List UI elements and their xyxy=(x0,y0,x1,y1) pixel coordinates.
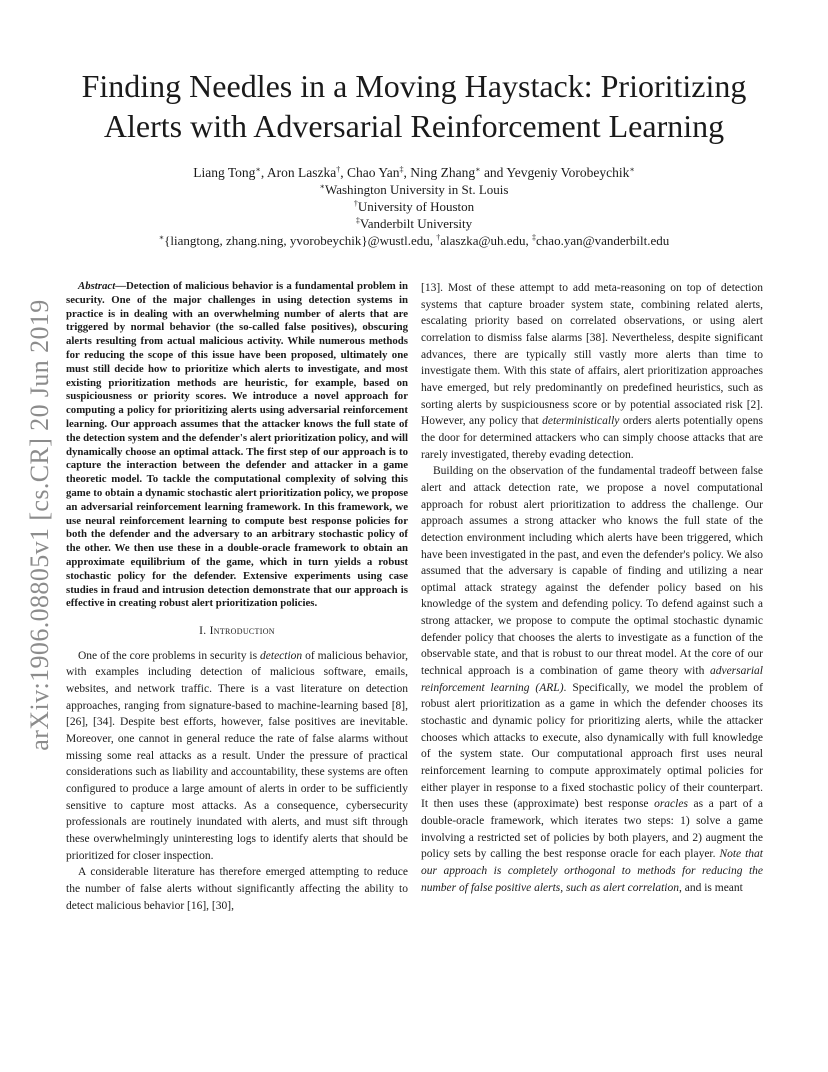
left-column xyxy=(66,280,408,914)
emphasis-text: detection xyxy=(260,649,303,662)
body-paragraph xyxy=(66,648,408,865)
emphasis-text: deterministically xyxy=(542,415,620,428)
author-line xyxy=(40,164,788,181)
author-separator: , xyxy=(340,165,347,180)
section-number: I. xyxy=(199,625,207,638)
right-column xyxy=(421,280,763,896)
text-run: . Specifically, we model the problem of robust alert prioritization as a game in which the defender chooses its stochastic and dynamic policy for prioritizing alerts, while the attacker chooses which attacks to execute, also dynamically with full knowledge of the system state. Our computational approach first uses neural reinforcement learning to compute approximately optimal policies for either player in response to a fixed stochastic policy of their counterpart. It then uses these (approximate) best response xyxy=(421,681,763,811)
abstract xyxy=(66,280,408,611)
email-mark: ‡ xyxy=(532,233,537,242)
affiliation-mark: † xyxy=(353,199,358,208)
affiliation-mark: ‡ xyxy=(355,216,360,225)
emphasis-text: Note that our approach is completely orthogonal to methods for reducing the number of false positive alerts, such as alert correlation xyxy=(421,848,763,894)
text-run: orders alerts potentially opens the door for determined attackers who can simply choose attacks that are rarely investigated, thereby evading detection. xyxy=(421,415,764,461)
email-text: {liangtong, zhang.ning, yvorobeychik}@wustl.edu, xyxy=(164,233,437,248)
section-title: Introduction xyxy=(209,625,275,638)
author-separator: , xyxy=(403,165,411,180)
author-mark: ∗ xyxy=(255,165,261,174)
author-name: Liang Tong xyxy=(193,165,256,180)
email-text: chao.yan@vanderbilt.edu xyxy=(536,233,670,248)
affiliation xyxy=(40,181,788,198)
text-run: of malicious behavior, with examples including detection of malicious software, emails, websites, and network traffic. There is a vast literature on detection approaches, ranging from signature-based to machine-learning based [8], [26], [34]. Despite best efforts, however, false positives are inevitable. Moreover, one cannot in general reduce the rate of false alarms without missing some real attacks as a result. Under the pressure of practical considerations such as liability and accountability, these systems are often configured to produce a large amount of alerts in order to be sufficiently sensitive to capture most attacks. As a consequence, cybersecurity professionals are routinely inundated with alerts, and must sift through these overwhelmingly uninteresting logs to identify alerts that should be prioritized for closer inspection. xyxy=(66,649,408,862)
author-mark: ∗ xyxy=(629,165,635,174)
email-mark: † xyxy=(436,233,441,242)
author-mark: † xyxy=(336,165,341,174)
abstract-text: —Detection of malicious behavior is a fundamental problem in security. One of the major challenges in using detection systems in practice is in dealing with an overwhelming number of alerts that are triggered by normal behavior (the so-called false positives), obscuring alerts resulting from actual malicious activity. While numerous methods for reducing the scope of this issue have been proposed, ultimately one must still decide how to prioritize which alerts to investigate, and most existing prioritization methods are heuristic, for example, based on suspiciousness or priority scores. We introduce a novel approach for computing a policy for prioritizing alerts using adversarial reinforcement learning. Our approach assumes that the attacker knows the full state of the detection system and the defender's alert prioritization policy, and will dynamically choose an optimal attack. The first step of our approach is to capture the interaction between the defender and attacker in a game theoretic model. To tackle the computational complexity of solving this game to obtain a dynamic stochastic alert prioritization policy, we propose an adversarial reinforcement learning framework. In this framework, we use neural reinforcement learning to compute best response policies for both the defender and the adversary to an arbitrary stochastic policy of the other. We then use these in a double-oracle framework to obtain an approximate equilibrium of the game, which in turn yields a robust stochastic policy for the defender. Extensive experiments using case studies in fraud and intrusion detection demonstrate that our approach is effective in creating robust alert prioritization policies. xyxy=(66,280,408,610)
text-run: as a part of a double-oracle framework, which iterates two steps: 1) solve a game involving a restricted set of policies by both players, and 2) augment the policy sets by calling the best response oracle for each player. xyxy=(421,798,763,861)
paper-title: Finding Needles in a Moving Haystack: Prioritizing Alerts with Adversarial Reinforcement Learning xyxy=(81,68,747,144)
text-run: , and is meant xyxy=(678,881,743,894)
author-name: Chao Yan xyxy=(346,165,400,180)
author-separator: , xyxy=(260,165,267,180)
section-heading xyxy=(66,623,408,640)
author-emails xyxy=(40,232,788,249)
body-paragraph xyxy=(421,463,763,896)
affiliation-mark: ∗ xyxy=(319,182,325,191)
email-text: alaszka@uh.edu, xyxy=(440,233,533,248)
text-run: [13]. Most of these attempt to add meta-reasoning on top of detection systems that capture broader system state, combining related alerts, escalating priority based on correlated observations, or using alert correlation to dismiss false alarms [38]. Nevertheless, despite significant advances, there are typically still vastly more alerts than time to investigate them. With this state of affairs, alert prioritization approaches have emerged, but rely predominantly on predefined heuristics, such as sorting alerts by suspiciousness score or by potential associated risk [2]. However, any policy that xyxy=(421,282,763,428)
affiliation-name: University of Houston xyxy=(357,199,475,214)
body-paragraph: A considerable literature has therefore emerged attempting to reduce the number of false alerts without significantly affecting the ability to detect malicious behavior [16], [30], xyxy=(66,866,408,912)
author-name: Yevgeniy Vorobeychik xyxy=(506,165,630,180)
author-name: Aron Laszka xyxy=(266,165,337,180)
author-mark: ∗ xyxy=(475,165,481,174)
affiliation xyxy=(40,215,788,232)
author-mark: ‡ xyxy=(399,165,404,174)
arxiv-identifier: arXiv:1906.08805v1 [cs.CR] 20 Jun 2019 xyxy=(25,299,54,751)
email-mark: ∗ xyxy=(158,233,165,242)
body-paragraph xyxy=(421,280,763,463)
text-run: Building on the observation of the fundamental tradeoff between false alert and attack detection rate, we propose a novel computational approach for robust alert prioritization to address the challenge. Our approach assumes a strong attacker who knows the full state of the detection environment including which alerts have been triggered, which have been investigated in the past, and even the defender's policy. We also assumed that the adversary is capable of finding and utilizing a near optimal attack strategy against the defender policy based on his knowledge of the system and defending policy. To defend against such a strong attacker, we propose to compute the optimal stochastic dynamic defender policy that chooses the alerts to investigate as a function of the observable state, and that is robust to our threat model. At the core of our technical approach is a combination of game theory with xyxy=(421,465,763,678)
author-name: Ning Zhang xyxy=(410,165,476,180)
emphasis-text: oracles xyxy=(654,798,688,811)
affiliation-name: Vanderbilt University xyxy=(359,216,473,231)
arxiv-sidebar xyxy=(8,290,72,760)
author-separator: and xyxy=(480,165,507,180)
affiliation xyxy=(40,198,788,215)
affiliation-name: Washington University in St. Louis xyxy=(324,182,509,197)
abstract-label: Abstract xyxy=(78,280,116,292)
emphasis-text: adversarial reinforcement learning (ARL) xyxy=(421,665,763,694)
text-run: One of the core problems in security is xyxy=(78,649,261,662)
